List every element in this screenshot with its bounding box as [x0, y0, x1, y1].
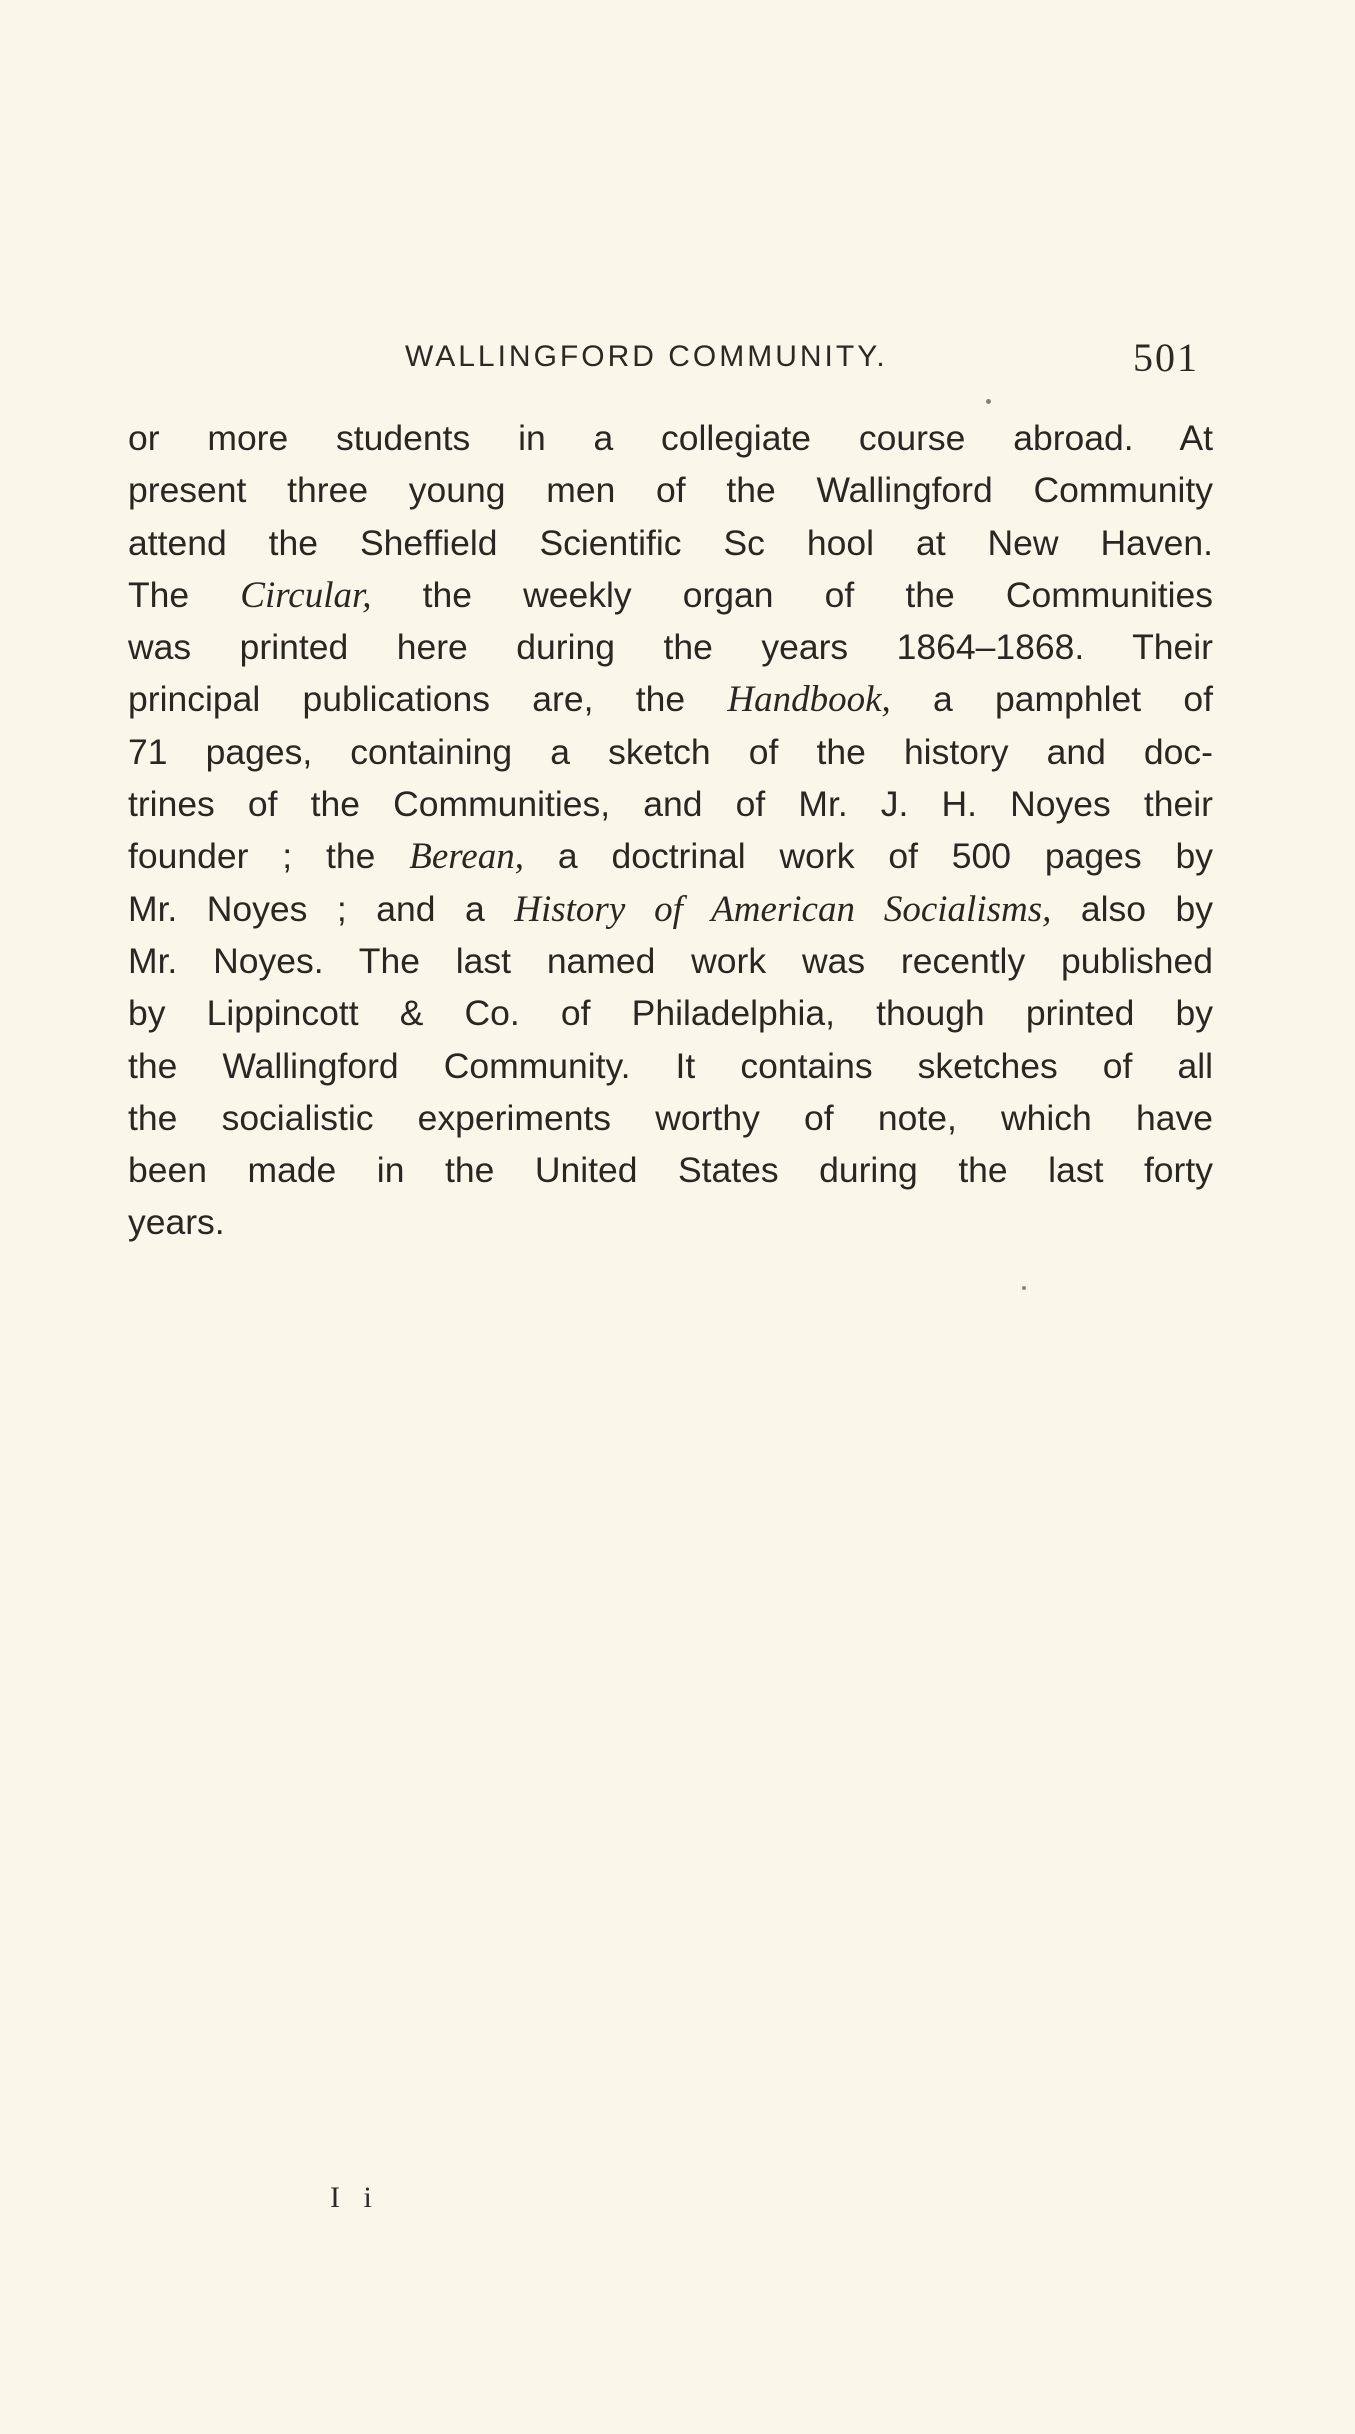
text-run: founder ; the [128, 836, 410, 877]
italic-title: Handbook, [727, 679, 891, 721]
text-line [128, 1144, 1213, 1196]
text-run: been made in the United States during the last forty [128, 1150, 1213, 1191]
text-run: trines of the Communities, and of Mr. J. H. Noyes their [128, 784, 1213, 825]
text-line [128, 987, 1213, 1039]
text-run: Mr. Noyes ; and a [128, 888, 515, 929]
text-run: 71 pages, containing a sketch of the history and doc- [128, 731, 1213, 772]
text-line [128, 726, 1213, 778]
running-title: WALLINGFORD COMMUNITY. [405, 340, 888, 373]
text-run: the socialistic experiments worthy of note, which have [128, 1097, 1213, 1138]
text-line [128, 464, 1213, 516]
text-run: or more students in a collegiate course abroad. At [128, 418, 1213, 458]
text-line [128, 1196, 1213, 1248]
text-run: present three young men of the Wallingford Community [128, 470, 1213, 511]
text-run: principal publications are, the [128, 679, 728, 720]
italic-title: Berean, [409, 836, 524, 878]
text-line [128, 1092, 1213, 1144]
signature-mark: I i [330, 2181, 380, 2214]
text-line [128, 778, 1213, 830]
text-run: The [128, 574, 241, 615]
scan-speck [986, 399, 991, 404]
page-number: 501 [1133, 335, 1199, 380]
text-line [128, 1040, 1213, 1092]
text-run: Mr. Noyes. The last named work was recently published [128, 940, 1213, 981]
italic-title: Circular, [240, 574, 372, 616]
text-line [128, 830, 1213, 882]
text-line [128, 621, 1213, 673]
text-run: also by [1051, 888, 1213, 929]
text-run: attend the Sheffield Scientific Sc hool at New Haven. [128, 522, 1213, 563]
text-run: years. [128, 1202, 225, 1243]
text-run: a pamphlet of [890, 679, 1213, 720]
text-line [128, 517, 1213, 569]
text-run: a doctrinal work of 500 pages by [523, 836, 1213, 877]
text-line [128, 935, 1213, 987]
text-line [128, 412, 1213, 464]
text-run: the weekly organ of the Communities [371, 574, 1213, 615]
text-run: the Wallingford Community. It contains sketches of all [128, 1045, 1213, 1086]
body-paragraph [128, 412, 1213, 1249]
text-run: was printed here during the years 1864–1868. Their [128, 627, 1213, 668]
text-run: by Lippincott & Co. of Philadelphia, though printed by [128, 993, 1213, 1034]
text-line [128, 883, 1213, 935]
italic-title: History of American Socialisms, [514, 888, 1052, 930]
text-line [128, 569, 1213, 621]
scan-speck [1022, 1286, 1026, 1290]
text-line [128, 673, 1213, 725]
